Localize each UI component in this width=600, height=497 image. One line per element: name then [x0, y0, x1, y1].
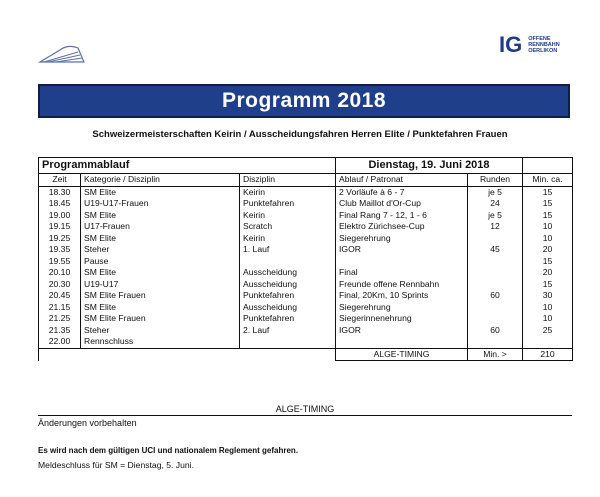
table-cell: 1. Lauf	[240, 244, 336, 256]
table-row	[39, 198, 573, 210]
table-row	[39, 186, 573, 198]
table-row	[39, 290, 573, 302]
table-cell: je 5	[468, 186, 523, 198]
ig-logo-line: OERLIKON	[528, 48, 558, 55]
table-cell: 10	[523, 313, 573, 325]
table-cell: Punktefahren	[240, 313, 336, 325]
table-header-row	[39, 158, 573, 174]
table-cell: Steher	[81, 244, 240, 256]
table-cell: IGOR	[336, 244, 468, 256]
table-cell	[468, 233, 523, 245]
table-row	[39, 221, 573, 233]
table-cell: Elektro Zürichsee-Cup	[336, 221, 468, 233]
column-header: Runden	[468, 174, 523, 187]
table-cell: Keirin	[240, 210, 336, 222]
table-cell: 15	[523, 198, 573, 210]
column-header: Ablauf / Patronat	[336, 174, 468, 187]
table-cell: Keirin	[240, 233, 336, 245]
program-table	[38, 157, 573, 361]
table-cell: Final Rang 7 - 12, 1 - 6	[336, 210, 468, 222]
table-cell: SM Elite Frauen	[81, 290, 240, 302]
table-cell: 24	[468, 198, 523, 210]
table-row	[39, 267, 573, 279]
table-cell: 10	[523, 233, 573, 245]
table-cell: Punktefahren	[240, 198, 336, 210]
table-cell: 20.45	[39, 290, 81, 302]
table-cell: 20.10	[39, 267, 81, 279]
table-cell: Final	[336, 267, 468, 279]
table-cell: Rennschluss	[81, 336, 240, 348]
ig-logo	[499, 34, 560, 56]
table-cell: 21.25	[39, 313, 81, 325]
table-body	[39, 186, 573, 348]
ig-logo-line: RENNBAHN	[528, 41, 560, 48]
table-cell	[468, 279, 523, 291]
table-cell: 19.55	[39, 256, 81, 268]
table-cell: IGOR	[336, 325, 468, 337]
timing-label: ALGE-TIMING	[336, 348, 468, 361]
table-cell	[468, 336, 523, 348]
table-cell	[240, 256, 336, 268]
column-header-row	[39, 174, 573, 187]
table-row	[39, 302, 573, 314]
table-cell	[468, 302, 523, 314]
table-cell	[336, 256, 468, 268]
table-cell: Scratch	[240, 221, 336, 233]
section-title: Programmablauf	[39, 158, 336, 174]
table-cell: 21.15	[39, 302, 81, 314]
table-cell: Pause	[81, 256, 240, 268]
header-empty-cell	[523, 158, 573, 174]
table-cell: U19-U17	[81, 279, 240, 291]
table-cell: 20	[523, 267, 573, 279]
table-cell: Steher	[81, 325, 240, 337]
regulation-note: Es wird nach dem gültigen UCI und nationalem Reglement gefahren.	[38, 446, 299, 455]
table-cell: SM Elite	[81, 302, 240, 314]
column-header: Kategorie / Disziplin	[81, 174, 240, 187]
table-cell: 19.25	[39, 233, 81, 245]
table-cell: 18.45	[39, 198, 81, 210]
table-cell: U19-U17-Frauen	[81, 198, 240, 210]
table-cell: SM Elite	[81, 233, 240, 245]
total-minutes: 210	[523, 348, 573, 361]
table-cell: 15	[523, 210, 573, 222]
table-cell: Final, 20Km, 10 Sprints	[336, 290, 468, 302]
table-cell: SM Elite	[81, 186, 240, 198]
table-cell: 60	[468, 325, 523, 337]
table-cell: Keirin	[240, 186, 336, 198]
ig-logo-mark: IG	[499, 32, 523, 57]
timing-row	[39, 348, 573, 361]
ig-logo-line: OFFENE	[528, 35, 551, 42]
table-row	[39, 256, 573, 268]
column-header: Disziplin	[240, 174, 336, 187]
table-cell: Ausscheidung	[240, 279, 336, 291]
table-cell: 30	[523, 290, 573, 302]
table-cell: 45	[468, 244, 523, 256]
table-cell: 20	[523, 244, 573, 256]
table-row	[39, 244, 573, 256]
timing-caption: ALGE-TIMING	[38, 404, 572, 416]
table-row	[39, 313, 573, 325]
table-cell: Siegerehrung	[336, 302, 468, 314]
table-cell	[468, 267, 523, 279]
deadline-note: Meldeschluss für SM = Dienstag, 5. Juni.	[38, 460, 194, 470]
table-cell: 10	[523, 221, 573, 233]
table-cell: 15	[523, 256, 573, 268]
table-cell: 25	[523, 325, 573, 337]
title-banner	[38, 84, 570, 118]
table-cell	[336, 336, 468, 348]
table-cell: 15	[523, 279, 573, 291]
table-row	[39, 210, 573, 222]
event-subtitle: Schweizermeisterschaften Keirin / Ausscheidungsfahren Herren Elite / Punktefahren Frauen	[92, 129, 508, 140]
table-cell: Freunde offene Rennbahn	[336, 279, 468, 291]
ig-logo-text	[528, 36, 559, 55]
table-cell: 10	[523, 302, 573, 314]
table-cell: 19.00	[39, 210, 81, 222]
table-cell: 15	[523, 186, 573, 198]
table-cell: Club Maillot d'Or-Cup	[336, 198, 468, 210]
table-cell: Punktefahren	[240, 290, 336, 302]
table-cell: je 5	[468, 210, 523, 222]
table-row	[39, 336, 573, 348]
table-cell: 60	[468, 290, 523, 302]
table-cell: U17-Frauen	[81, 221, 240, 233]
table-cell	[468, 313, 523, 325]
table-cell: SM Elite Frauen	[81, 313, 240, 325]
timing-spacer	[39, 348, 336, 361]
table-row	[39, 325, 573, 337]
table-cell: SM Elite	[81, 267, 240, 279]
table-cell: SM Elite	[81, 210, 240, 222]
min-label: Min. >	[468, 348, 523, 361]
table-cell: Siegerinnenehrung	[336, 313, 468, 325]
table-cell: 21.35	[39, 325, 81, 337]
table-cell: 2. Lauf	[240, 325, 336, 337]
table-cell	[468, 256, 523, 268]
column-header: Zeit	[39, 174, 81, 187]
table-cell	[240, 336, 336, 348]
table-cell: Siegerehrung	[336, 233, 468, 245]
table-cell: 20.30	[39, 279, 81, 291]
table-row	[39, 233, 573, 245]
table-cell: 19.15	[39, 221, 81, 233]
changes-note: Änderungen vorbehalten	[38, 418, 137, 428]
table-cell: Ausscheidung	[240, 302, 336, 314]
table-cell: Ausscheidung	[240, 267, 336, 279]
cycling-track-logo	[38, 40, 90, 70]
table-cell: 2 Vorläufe à 6 - 7	[336, 186, 468, 198]
table-cell: 12	[468, 221, 523, 233]
table-cell: 19.35	[39, 244, 81, 256]
page-title: Programm 2018	[221, 89, 387, 112]
table-cell: 22.00	[39, 336, 81, 348]
date-title: Dienstag, 19. Juni 2018	[336, 158, 523, 174]
table-cell	[523, 336, 573, 348]
column-header: Min. ca.	[523, 174, 573, 187]
table-cell: 18.30	[39, 186, 81, 198]
table-row	[39, 279, 573, 291]
